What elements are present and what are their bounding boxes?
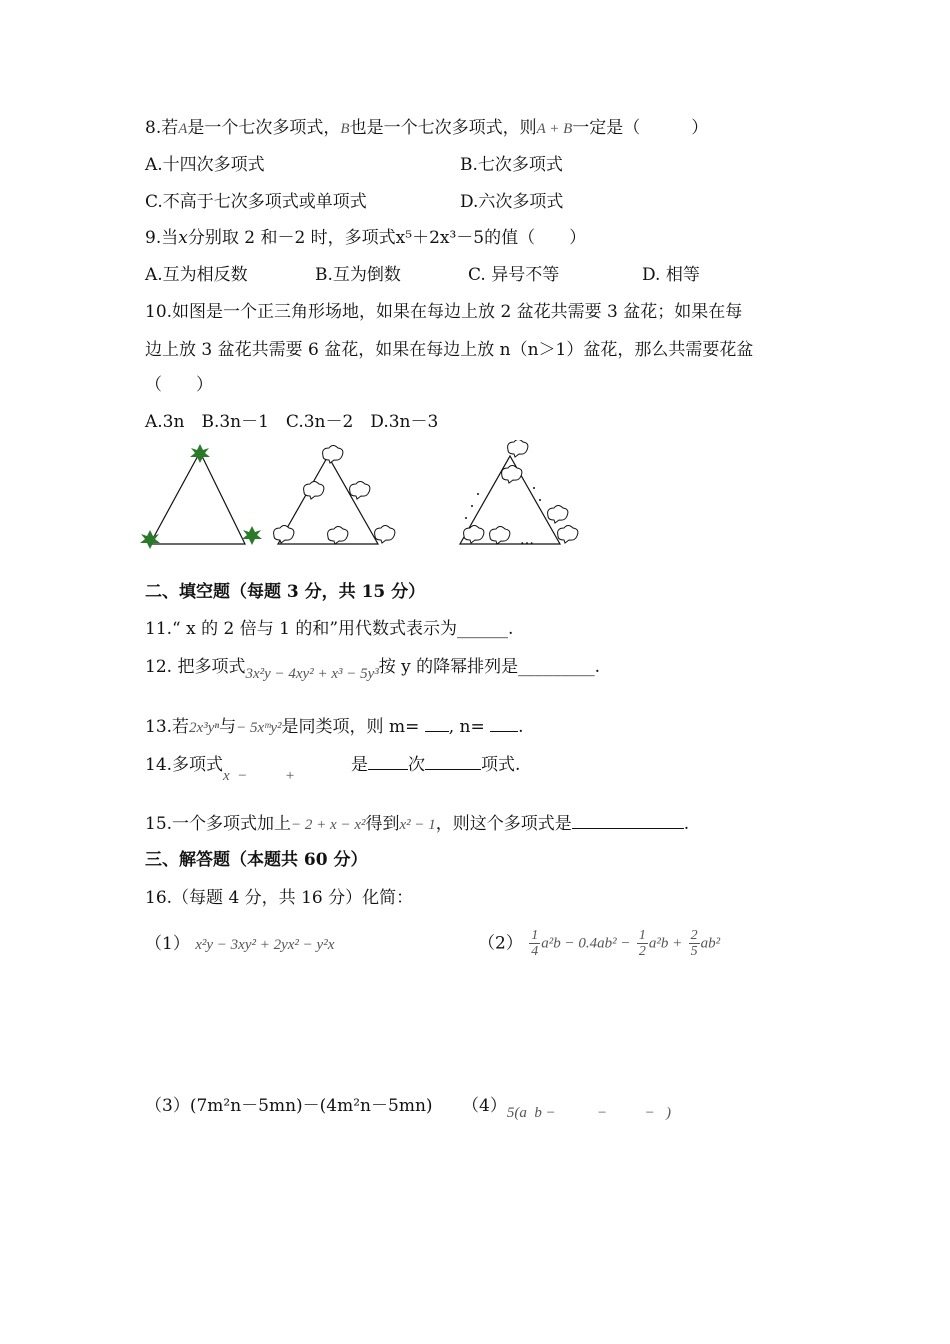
frac-2-5: $\frac{2}{5}$ [690, 928, 698, 959]
frac-1-4: $\frac{1}{4}$ [531, 928, 539, 959]
q14-blank-degree[interactable] [368, 753, 408, 770]
triangles-figure [140, 440, 590, 552]
q13-blank-n[interactable] [490, 715, 518, 732]
q8-stem: 8.若A是一个七次多项式，B也是一个七次多项式，则A + B一定是（ ） [145, 118, 709, 138]
section-2-title: 二、填空题（每题 3 分，共 15 分） [145, 582, 426, 602]
q16-part4-expression: 5(a b − − − ) [506, 1105, 671, 1121]
q15-polynomial-1: − 2 + x − x² [291, 817, 366, 833]
q12-polynomial: 3x²y − 4xy² + x³ − 5y³ [245, 666, 379, 682]
q16-part1: （1） x²y − 3xy² + 2yx² − y²x [145, 934, 335, 954]
var-a: A [178, 121, 188, 137]
q10-line2: 边上放 3 盆花共需要 6 盆花，如果在每边上放 n（n＞1）盆花，那么共需要花盆 [145, 340, 754, 360]
q9-stem: 9.当x分别取 2 和－2 时，多项式x⁵＋2x³－5的值（ ） [145, 228, 587, 248]
q14: 14.多项式x − +是 次 项式. [145, 753, 520, 788]
q8-option-a: A.十四次多项式 [145, 155, 265, 175]
q11: 11.“ x 的 2 倍与 1 的和”用代数式表示为______. [145, 619, 514, 639]
q15-polynomial-2: x² − 1 [399, 817, 436, 833]
q12: 12. 把多项式3x²y − 4xy² + x³ − 5y³按 y 的降幂排列是_________. [145, 657, 601, 682]
q9-option-c: C. 异号不等 [468, 265, 560, 285]
section-3-title: 三、解答题（本题共 60 分） [145, 850, 368, 870]
q9-option-b: B.互为倒数 [315, 265, 401, 285]
frac-1-2: $\frac{1}{2}$ [638, 928, 646, 959]
triangle-1 [150, 452, 245, 544]
q16-title: 16.（每题 4 分，共 16 分）化简： [145, 888, 414, 908]
var-b: B [340, 121, 350, 137]
q13: 13.若2x³yⁿ与− 5xᵐy²是同类项，则 m= , n= . [145, 717, 524, 737]
q8-option-b: B.七次多项式 [460, 155, 563, 175]
q16-part2: （2） $\frac{1}{4}$ a²b − 0.4ab² − $\frac{1}{2}$ a²b + $\frac{2}{5}$ ab² [478, 928, 721, 959]
q10-line1: 10.如图是一个正三角形场地，如果在每边上放 2 盆花共需要 3 盆花；如果在每 [145, 302, 743, 322]
q14-blank-terms[interactable] [425, 753, 481, 770]
q10-line3: （ ） [145, 375, 213, 395]
fig-ellipsis: … [520, 532, 534, 548]
q8-option-c: C.不高于七次多项式或单项式 [145, 192, 367, 212]
q13-blank-m[interactable] [425, 715, 449, 732]
q13-term1: 2x³yⁿ [189, 720, 220, 736]
q9-polynomial: x⁵＋2x³－5 [395, 228, 485, 248]
q13-term2: − 5xᵐy² [236, 720, 282, 736]
sum-a-b: A + B [536, 121, 573, 137]
q16-part1-expression: x²y − 3xy² + 2yx² − y²x [195, 937, 335, 953]
flower-icon [140, 444, 262, 549]
pot-icons [274, 440, 578, 544]
q16-part4: （4）5(a b − − − ) [462, 1096, 671, 1121]
q15: 15.一个多项式加上− 2 + x − x²得到x² − 1，则这个多项式是 . [145, 814, 690, 834]
q14-polynomial: x − + [223, 768, 295, 784]
q9-option-d: D. 相等 [642, 265, 700, 285]
q16-part3-expression: (7m²n－5mn)－(4m²n－5mn) [189, 1096, 433, 1116]
q8-option-d: D.六次多项式 [460, 192, 564, 212]
q16-part3: （3）(7m²n－5mn)－(4m²n－5mn) [145, 1096, 433, 1116]
q9-option-a: A.互为相反数 [145, 265, 248, 285]
q15-blank[interactable] [572, 812, 684, 829]
q10-options: A.3n B.3n－1 C.3n－2 D.3n－3 [145, 412, 439, 432]
